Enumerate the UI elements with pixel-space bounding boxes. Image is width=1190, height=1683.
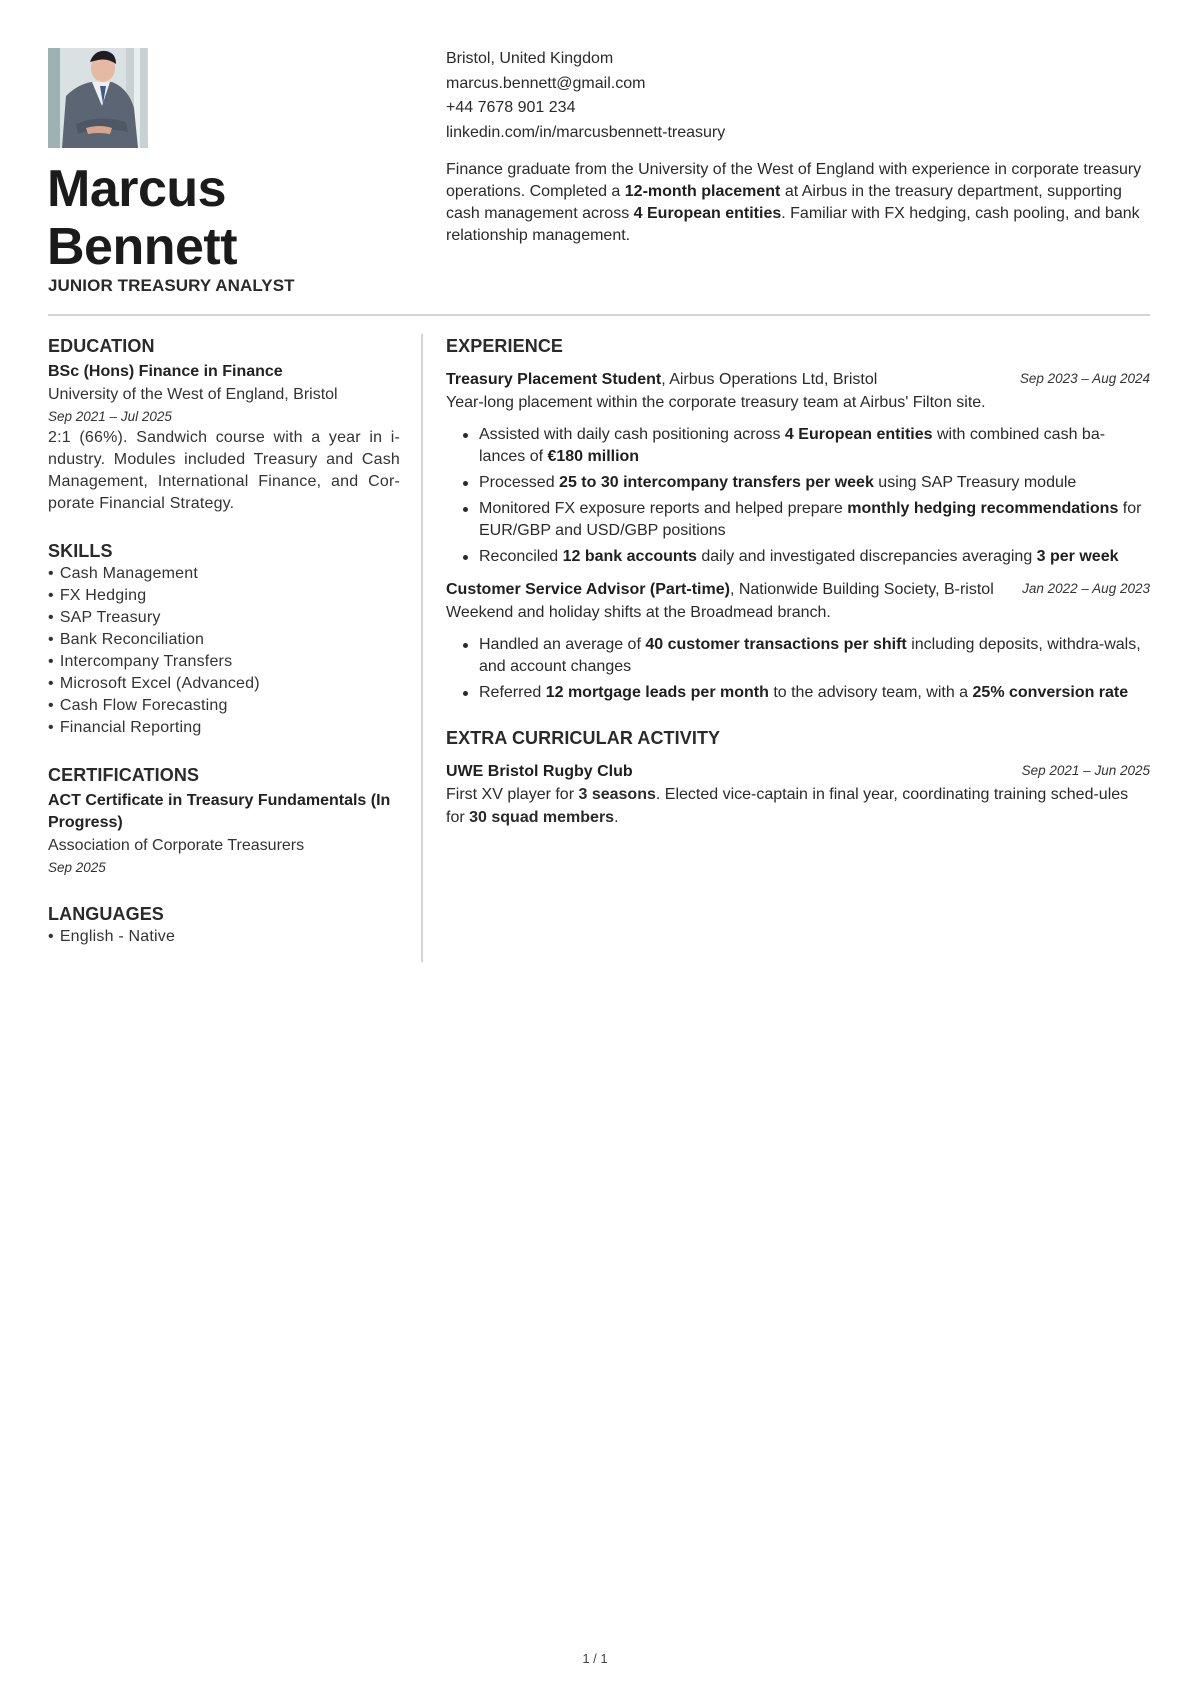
job-summary: Weekend and holiday shifts at the Broadmead branch.: [446, 604, 831, 621]
job-org: , Nationwide Building Society, B-ristol: [729, 581, 994, 598]
bullet-text: to the advisory team, with a: [768, 684, 973, 701]
skill-item: • Cash Flow Forecasting: [48, 695, 400, 717]
bullet-text: with combined cash ba-lances of: [479, 426, 1106, 465]
extracurricular-section: [446, 726, 1150, 829]
bullet-text: Assisted with daily cash positioning across: [479, 426, 785, 443]
skill-item: • Cash Management: [48, 563, 400, 585]
bullet-text: Processed: [479, 474, 560, 491]
bullet-text: daily and investigated discrepancies averaging: [696, 548, 1037, 565]
skill-item: • SAP Treasury: [48, 607, 400, 629]
location: Bristol, United Kingdom: [446, 50, 614, 67]
section-title: CERTIFICATIONS: [48, 765, 200, 785]
skill-item: • Bank Reconciliation: [48, 629, 400, 651]
bullet-highlight: 25 to 30 intercompany transfers per week: [559, 474, 874, 491]
section-title: EDUCATION: [48, 336, 155, 356]
languages-section: [48, 902, 400, 948]
job-entry: [446, 368, 1150, 568]
skill-item: • Intercompany Transfers: [48, 651, 400, 673]
activity-name: UWE Bristol Rugby Club: [446, 763, 633, 780]
activity-highlight: 30 squad members: [469, 809, 615, 826]
job-bullet: [446, 682, 1150, 704]
job-bullet: [446, 472, 1150, 494]
summary-highlight: 12-month placement: [624, 183, 781, 200]
job-bullet: [446, 546, 1150, 568]
job-summary: Year-long placement within the corporate treasury team at Airbus' Filton site.: [446, 394, 986, 411]
bullet-text: Monitored FX exposure reports and helped prepare: [479, 500, 848, 517]
certification-name: ACT Certificate in Treasury Fundamentals (In Progress): [48, 792, 391, 831]
section-title: SKILLS: [48, 541, 113, 561]
job-title-line: [446, 368, 877, 391]
job-bullets: [446, 634, 1150, 704]
bullet-text: using SAP Treasury module: [873, 474, 1077, 491]
education-description: [48, 427, 400, 515]
left-column: [48, 334, 400, 948]
profile-photo: [48, 48, 148, 148]
section-title: EXPERIENCE: [446, 336, 564, 356]
education-description-line: 2:1 (66%). Sandwich course with a year in i-ndustry. Modules included Treasury and Cash Management, International Finance, and Cor-porate Financial Strategy.: [48, 429, 400, 512]
first-name: Marcus: [47, 160, 227, 218]
skill-item: • FX Hedging: [48, 585, 400, 607]
candidate-name: [47, 160, 407, 276]
phone: +44 7678 901 234: [446, 99, 576, 116]
person-photo-icon: [48, 48, 148, 148]
skills-section: [48, 539, 400, 739]
bullet-highlight: 40 customer transactions per shift: [645, 636, 907, 653]
right-column: [446, 334, 1150, 829]
summary-text: Finance graduate from the University of the West of England with experience in corporate treasury operations. Completed a: [446, 161, 1142, 200]
activity-dates: Sep 2021 – Jun 2025: [1021, 763, 1150, 778]
bullet-highlight: 12 bank accounts: [562, 548, 697, 565]
activity-header: [446, 760, 1150, 783]
bullet-text: Reconciled: [479, 548, 563, 565]
job-entry: [446, 578, 1150, 704]
bullet-text: for EUR/GBP and USD/GBP positions: [479, 500, 1142, 539]
linkedin-link[interactable]: linkedin.com/in/marcusbennett-treasury: [446, 123, 726, 141]
section-title: EXTRA CURRICULAR ACTIVITY: [446, 728, 721, 748]
job-role: Treasury Placement Student: [446, 371, 662, 388]
job-title-line: [446, 578, 994, 601]
bullet-highlight: €180 million: [547, 448, 640, 465]
bullet-text: Referred: [479, 684, 546, 701]
bullet-highlight: 3 per week: [1036, 548, 1119, 565]
header-divider: [48, 314, 1150, 316]
job-header: [446, 368, 1150, 391]
education-section: [48, 334, 400, 515]
job-bullets: [446, 424, 1150, 568]
bullet-highlight: 4 European entities: [784, 426, 933, 443]
email-link[interactable]: marcus.bennett@gmail.com: [446, 74, 646, 92]
bullet-highlight: monthly hedging recommendations: [847, 500, 1119, 517]
summary-text: . Familiar with FX hedging, cash pooling, and bank relationship management.: [446, 205, 1140, 244]
certification-issuer: Association of Corporate Treasurers: [48, 837, 305, 854]
job-org: , Airbus Operations Ltd, Bristol: [661, 371, 878, 388]
bullet-text: Handled an average of: [479, 636, 646, 653]
certifications-section: [48, 763, 400, 878]
job-role: Customer Service Advisor (Part-time): [446, 581, 730, 598]
job-bullet: [446, 498, 1150, 542]
skills-list: [48, 563, 400, 739]
job-bullet: [446, 424, 1150, 468]
summary-text: at Airbus in the treasury department, supporting cash management across: [446, 183, 1122, 222]
activity-name-line: [446, 760, 633, 783]
professional-summary: [446, 159, 1150, 247]
column-divider: [421, 334, 423, 962]
certification-date: Sep 2025: [48, 860, 106, 875]
job-header: [446, 578, 1150, 601]
experience-section: [446, 334, 1150, 704]
activity-highlight: 3 seasons: [578, 786, 656, 803]
activity-text: First XV player for: [446, 786, 579, 803]
degree: BSc (Hons) Finance in Finance: [48, 363, 283, 380]
bullet-highlight: 12 mortgage leads per month: [545, 684, 769, 701]
contact-block: [446, 47, 1146, 145]
last-name: Bennett: [47, 218, 238, 276]
bullet-text: including deposits, withdra-wals, and account changes: [479, 636, 1141, 675]
job-dates: Sep 2023 – Aug 2024: [1019, 371, 1150, 386]
activity-text: .: [614, 809, 619, 826]
job-headline: JUNIOR TREASURY ANALYST: [48, 276, 295, 295]
education-dates: Sep 2021 – Jul 2025: [48, 409, 172, 424]
skill-item: • Microsoft Excel (Advanced): [48, 673, 400, 695]
summary-highlight: 4 European entities: [633, 205, 782, 222]
activity-text: . Elected vice-captain in final year, coordinating training sched-ules for: [446, 786, 1129, 826]
language-item: • English - Native: [48, 926, 400, 948]
section-title: LANGUAGES: [48, 904, 164, 924]
activity-description: [446, 783, 1150, 829]
job-bullet: [446, 634, 1150, 678]
bullet-highlight: 25% conversion rate: [972, 684, 1129, 701]
page-indicator: 1 / 1: [582, 1651, 608, 1666]
job-dates: Jan 2022 – Aug 2023: [1022, 581, 1150, 596]
skill-item: • Financial Reporting: [48, 717, 400, 739]
languages-list: [48, 926, 400, 948]
school: University of the West of England, Bristol: [48, 386, 338, 403]
